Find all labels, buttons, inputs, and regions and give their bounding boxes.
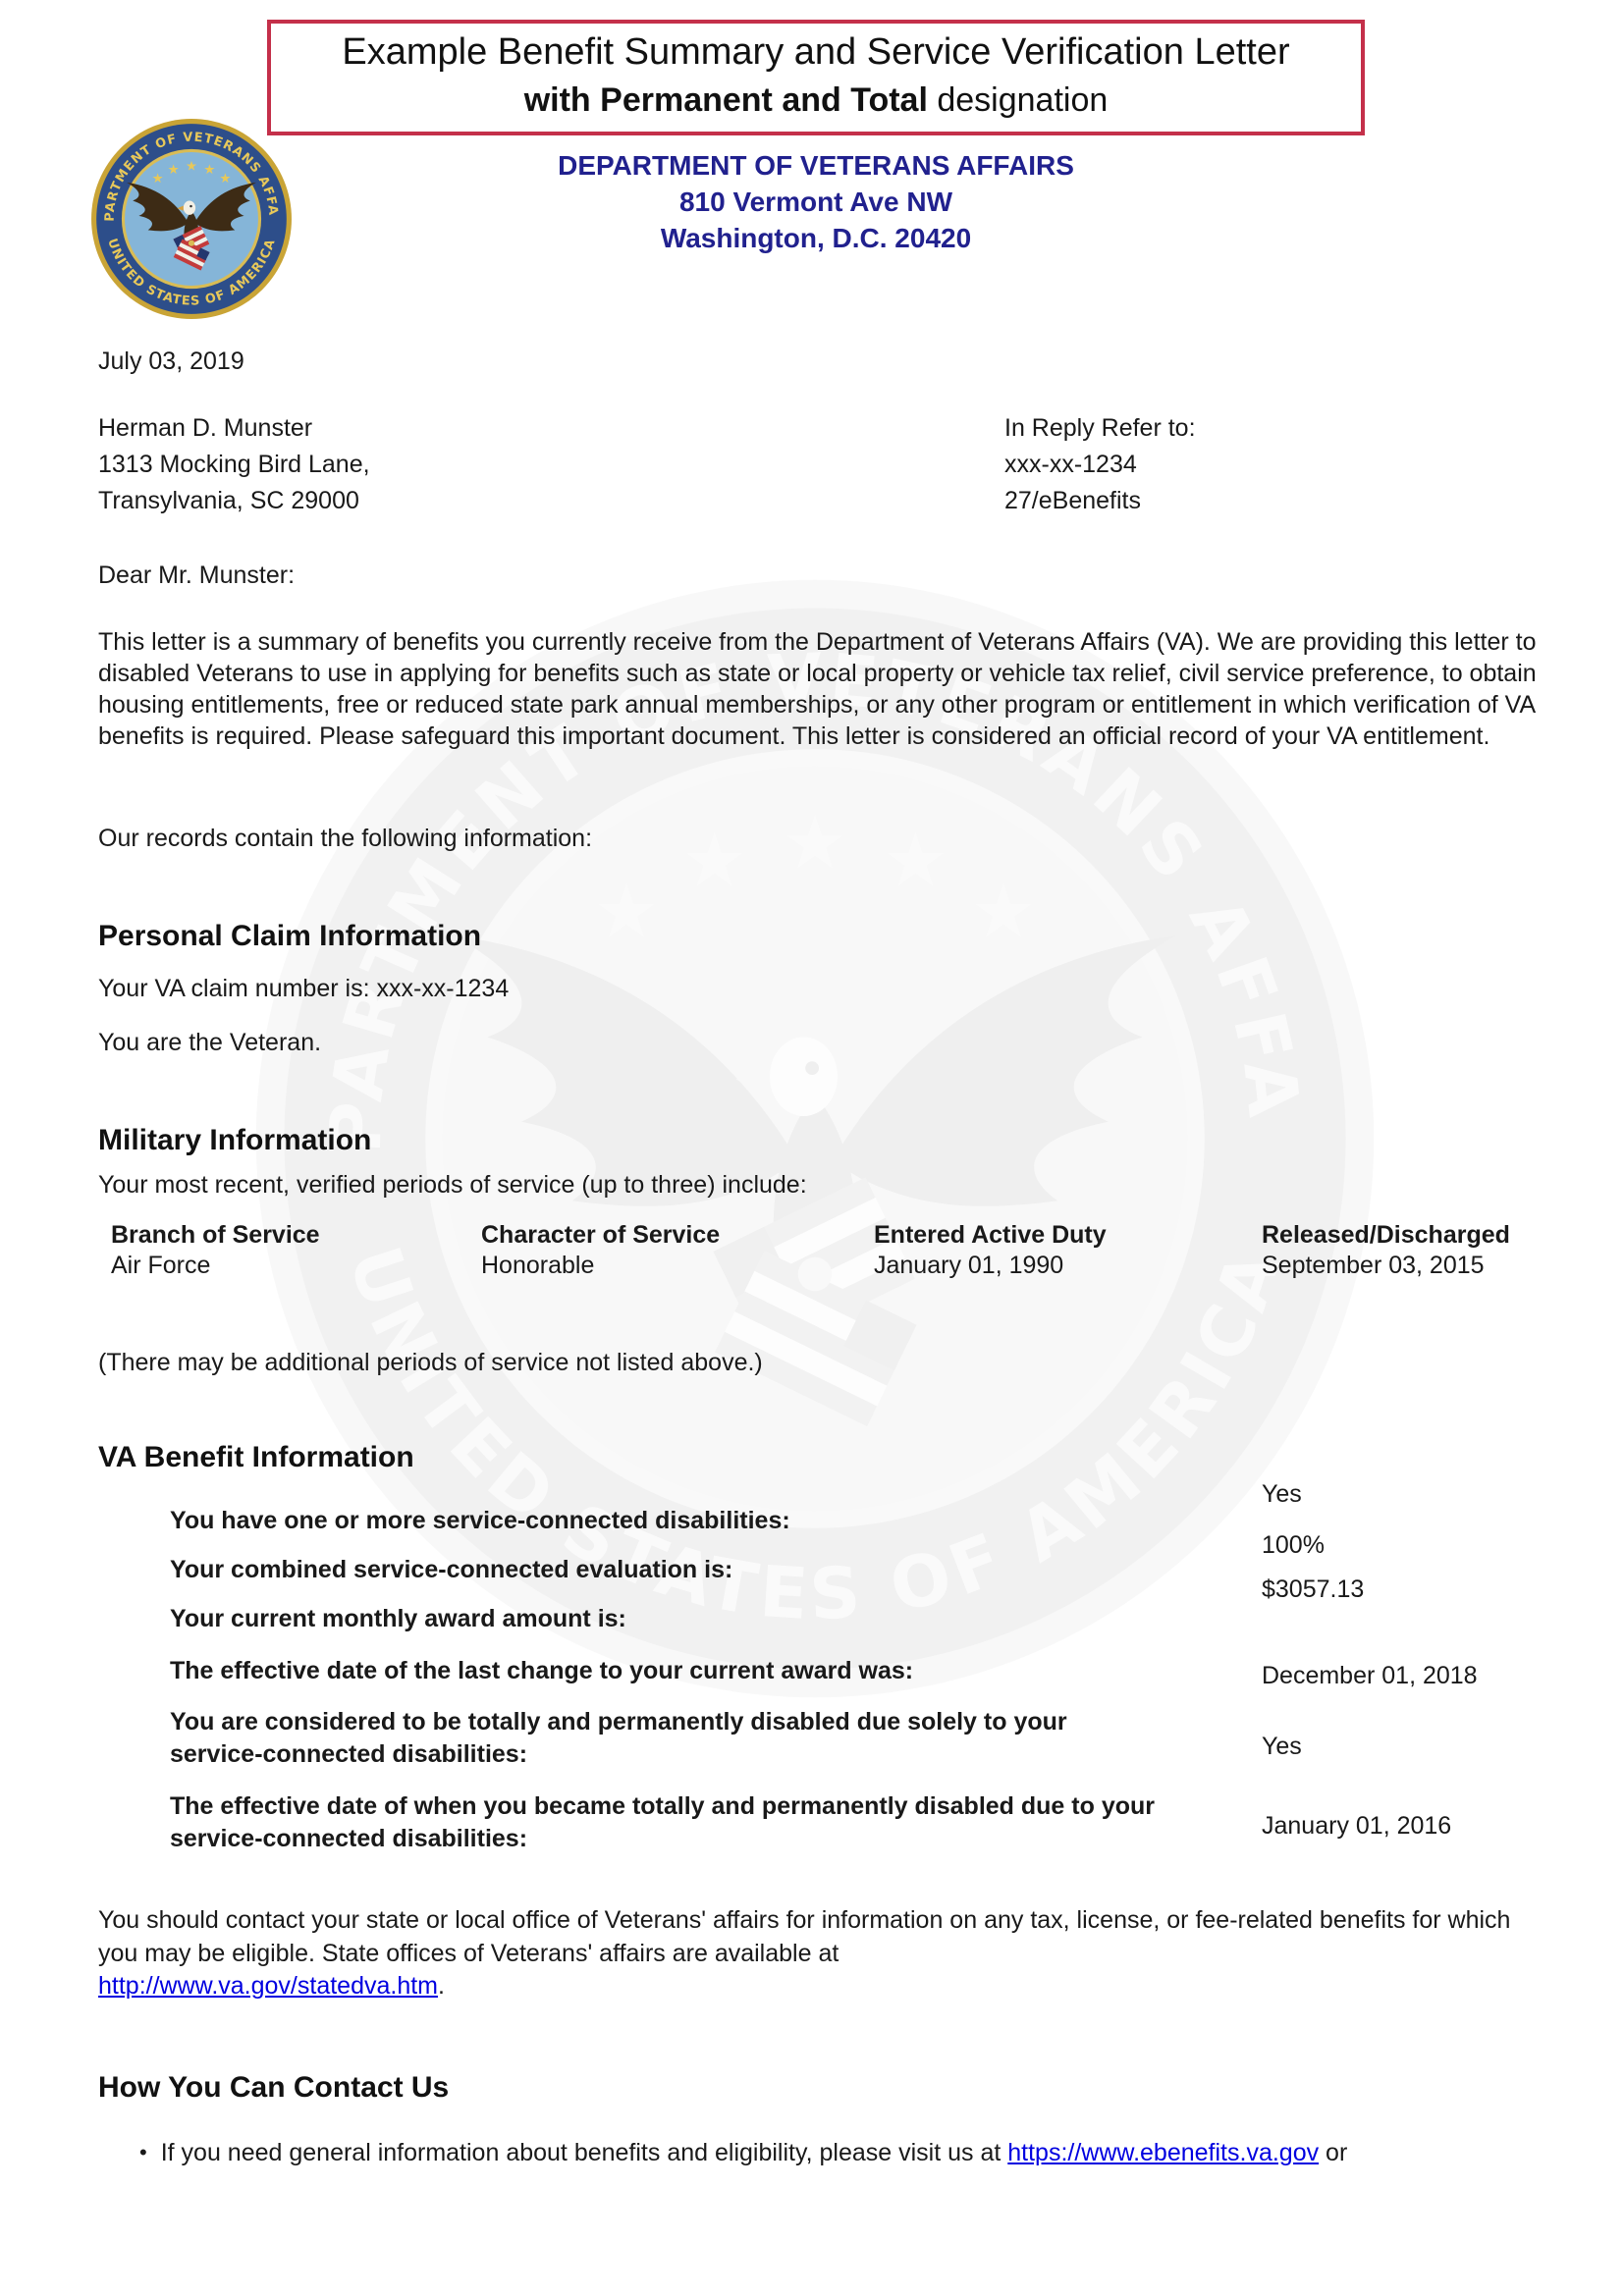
veteran-line: You are the Veteran.	[98, 1029, 322, 1056]
benefit-value-effective-date-award: December 01, 2018	[1262, 1662, 1478, 1689]
recipient-street: 1313 Mocking Bird Lane,	[98, 451, 370, 478]
benefit-label-effective-date-disabled: The effective date of when you became totally and permanently disabled due to your service-connected disabilities:	[170, 1792, 1155, 1852]
reply-label: In Reply Refer to:	[1004, 414, 1196, 442]
letter-title-line1: Example Benefit Summary and Service Verification Letter	[342, 31, 1290, 73]
recipient-city-state-zip: Transylvania, SC 29000	[98, 487, 359, 514]
col-branch-of-service: Branch of Service	[111, 1221, 320, 1249]
value-entered: January 01, 1990	[874, 1252, 1064, 1279]
letter-date: July 03, 2019	[98, 347, 244, 375]
benefit-heading: VA Benefit Information	[98, 1441, 414, 1473]
letter-title-line2	[271, 77, 1361, 124]
department-address-line2: Washington, D.C. 20420	[660, 223, 972, 253]
benefit-label-totally-permanently-disabled: You are considered to be totally and permanently disabled due solely to your service-connected disabilities:	[170, 1708, 1067, 1768]
claim-number-line: Your VA claim number is: xxx-xx-1234	[98, 975, 510, 1002]
contact-heading: How You Can Contact Us	[98, 2071, 450, 2104]
value-released: September 03, 2015	[1262, 1252, 1485, 1279]
benefit-value-evaluation: 100%	[1262, 1531, 1325, 1559]
closing-period: .	[438, 1972, 445, 2000]
col-character-of-service: Character of Service	[481, 1221, 721, 1249]
benefit-value-monthly-award: $3057.13	[1262, 1575, 1365, 1603]
benefit-label-evaluation: Your combined service-connected evaluation is:	[170, 1556, 733, 1583]
benefit-value-totally-permanently-disabled: Yes	[1262, 1733, 1302, 1760]
personal-claim-heading: Personal Claim Information	[98, 920, 482, 952]
benefit-label-monthly-award: Your current monthly award amount is:	[170, 1605, 626, 1632]
military-service-table	[111, 1220, 1586, 1281]
recipient-address-block	[98, 410, 370, 519]
in-reply-refer-block	[1004, 410, 1196, 519]
closing-link-line	[98, 1970, 445, 2002]
reply-office-code: 27/eBenefits	[1004, 487, 1141, 514]
military-note: (There may be additional periods of service not listed above.)	[98, 1349, 763, 1376]
col-released-discharged: Released/Discharged	[1262, 1221, 1510, 1249]
recipient-name: Herman D. Munster	[98, 414, 313, 442]
records-line: Our records contain the following information:	[98, 825, 593, 852]
contact-bullet-suffix: or	[1319, 2139, 1348, 2166]
military-heading: Military Information	[98, 1124, 372, 1156]
department-address-line1: 810 Vermont Ave NW	[678, 187, 953, 217]
reply-claim-number: xxx-xx-1234	[1004, 451, 1137, 478]
value-branch: Air Force	[111, 1252, 211, 1279]
department-header	[472, 147, 1160, 256]
military-intro: Your most recent, verified periods of service (up to three) include:	[98, 1171, 807, 1199]
title-regular-segment: designation	[927, 81, 1109, 119]
salutation: Dear Mr. Munster:	[98, 561, 296, 589]
value-character: Honorable	[481, 1252, 595, 1279]
ebenefits-link[interactable]: https://www.ebenefits.va.gov	[1007, 2139, 1320, 2166]
contact-bullet-text: If you need general information about benefits and eligibility, please visit us at	[160, 2139, 1008, 2166]
bullet-icon: •	[139, 2140, 147, 2164]
benefit-label-effective-date-award: The effective date of the last change to your current award was:	[170, 1657, 914, 1684]
contact-bullet-item	[139, 2137, 1543, 2168]
va-seal-icon	[90, 118, 293, 320]
department-name: DEPARTMENT OF VETERANS AFFAIRS	[558, 150, 1074, 181]
benefit-value-effective-date-disabled: January 01, 2016	[1262, 1812, 1452, 1840]
benefit-value-disabilities: Yes	[1262, 1480, 1302, 1508]
intro-paragraph: This letter is a summary of benefits you currently receive from the Department of Veterans Affairs (VA). We are providing this letter to disabled Veterans to use in applying for benefits such as state or local property or vehicle tax relief, civil service preference, to obtain housing entitlements, free or reduced state park annual memberships, or any other program or entitlement in which verification of VA benefits is required. Please safeguard this important document. This letter is considered an official record of your VA entitlement.	[98, 628, 1537, 750]
title-bold-segment: with Permanent and Total	[523, 81, 928, 119]
example-letter-title-box	[267, 20, 1365, 135]
closing-paragraph: You should contact your state or local office of Veterans' affairs for information on any tax, license, or fee-related benefits for which you may be eligible. State offices of Veterans' affairs are available at	[98, 1906, 1511, 1967]
col-entered-active-duty: Entered Active Duty	[874, 1221, 1107, 1249]
benefit-label-disabilities: You have one or more service-connected disabilities:	[170, 1507, 790, 1534]
statedva-link[interactable]: http://www.va.gov/statedva.htm	[98, 1972, 438, 2000]
